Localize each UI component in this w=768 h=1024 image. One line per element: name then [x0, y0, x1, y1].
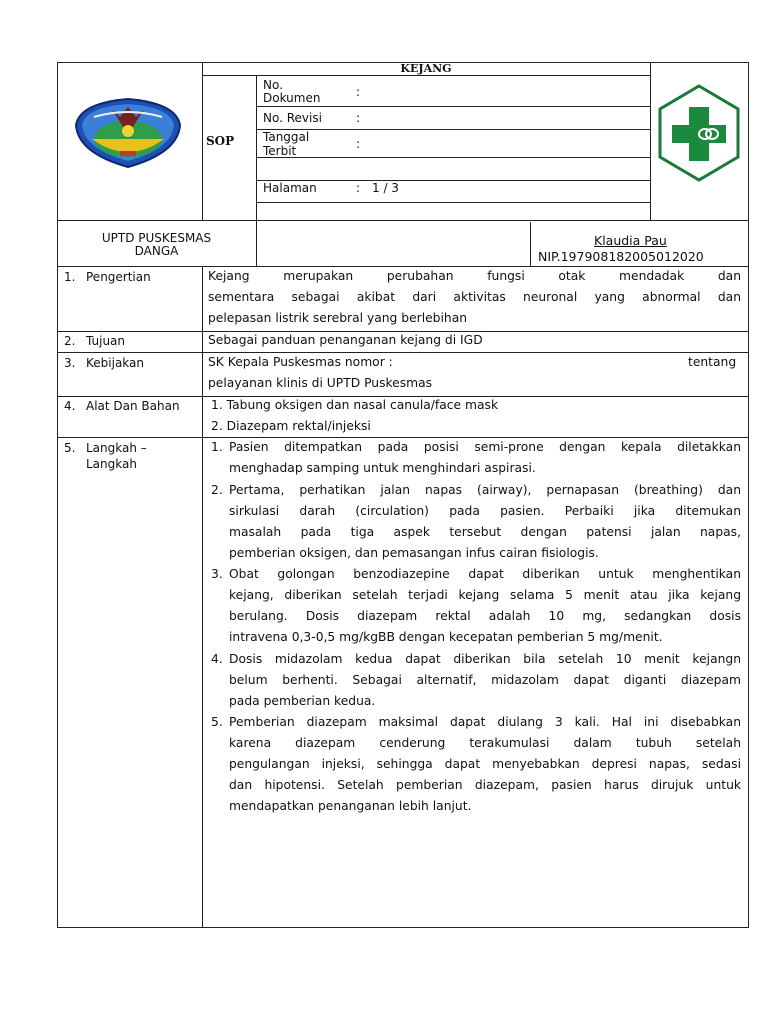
text-line: Halaman — [263, 181, 317, 195]
text-line: Tanggal — [263, 130, 310, 144]
text-line: No. Revisi — [263, 111, 322, 125]
text-line: pada pemberian kedua. — [229, 694, 376, 708]
text-line: masalah pada tiga aspek tersebut dengan patensi jalan napas, — [229, 525, 741, 539]
text-line: 4. — [211, 652, 223, 666]
text-line: berulang. Dosis diazepam rektal adalah 10 mg, sedangkan dosis — [229, 609, 741, 623]
text-line: Alat Dan Bahan — [86, 399, 180, 413]
text-line: Pemberian diazepam maksimal dapat diulang 3 kali. Hal ini disebabkan — [229, 715, 741, 729]
text-line: Dokumen — [263, 91, 321, 105]
text-line: sementara sebagai akibat dari aktivitas neuronal yang abnormal dan — [208, 290, 741, 304]
text-line: pelepasan listrik serebral yang berlebihan — [208, 311, 468, 325]
list-item: 2. Diazepam rektal/injeksi — [211, 419, 371, 433]
text-line: 5. — [211, 715, 223, 729]
text-line: 3. — [211, 567, 223, 581]
text-line: No. — [263, 78, 283, 92]
text-line: DANGA — [134, 244, 179, 258]
text-line: pemberian oksigen, dan pemasangan infus cairan fisiologis. — [229, 546, 599, 560]
signatory-name: Klaudia Pau — [594, 233, 667, 248]
text-line: Terbit — [263, 144, 297, 158]
document-title: KEJANG — [400, 62, 452, 75]
regency-crest-icon — [72, 95, 184, 171]
signatory-nip: NIP.197908182005012020 — [538, 249, 704, 264]
text-line: 3. — [64, 356, 76, 370]
text-line: SK Kepala Puskesmas nomor : — [208, 355, 393, 369]
text-line: 1. — [211, 440, 223, 454]
text-line: intravena 0,3-0,5 mg/kgBB dengan kecepatan pemberian 5 mg/menit. — [229, 630, 663, 644]
text-line: pengulangan injeksi, sehingga dapat menyebabkan depresi napas, sedasi — [229, 757, 741, 771]
text-line: Pengertian — [86, 270, 151, 284]
text-line: 2. — [64, 334, 76, 348]
text-line: Sebagai panduan penanganan kejang di IGD — [208, 333, 483, 347]
text-line: Langkah — [86, 457, 137, 471]
text-line: 1 / 3 — [372, 181, 399, 195]
text-line: UPTD PUSKESMAS — [101, 231, 212, 245]
text-line: belum berhenti. Sebagai alternatif, midazolam dapat diganti diazepam — [229, 673, 741, 687]
text-line: karena diazepam cenderung terakumulasi dalam tubuh setelah — [229, 736, 741, 750]
text-line: Obat golongan benzodiazepine dapat diberikan untuk menghentikan — [229, 567, 741, 581]
text-line: 5. — [64, 441, 76, 455]
text-line: tentang — [688, 355, 737, 369]
text-line: Tujuan — [86, 334, 126, 348]
text-line: Dosis midazolam kedua dapat diberikan bila setelah 10 menit kejangn — [229, 652, 741, 666]
text-line: sirkulasi darah (circulation) pada pasien. Perbaiki jika ditemukan — [229, 504, 741, 518]
text-line: 1. — [64, 270, 76, 284]
text-line: dan hipotensi. Setelah pemberian diazepam, pasien harus dirujuk untuk — [229, 778, 741, 792]
text-line: : — [356, 85, 361, 99]
text-line: Kejang merupakan perubahan fungsi otak mendadak dan — [208, 269, 741, 283]
text-line: mendapatkan penanganan lebih lanjut. — [229, 799, 472, 813]
text-line: pelayanan klinis di UPTD Puskesmas — [208, 376, 433, 390]
sop-label: SOP — [206, 134, 235, 148]
text-line: Kebijakan — [86, 356, 144, 370]
list-item: 1. Tabung oksigen dan nasal canula/face mask — [211, 398, 499, 412]
puskesmas-cross-icon — [656, 83, 742, 183]
text-line: : — [356, 181, 361, 195]
text-line: 2. — [211, 483, 223, 497]
text-line: Langkah – — [86, 441, 147, 455]
text-line: 4. — [64, 399, 76, 413]
text-line: Pasien ditempatkan pada posisi semi-prone dengan kepala diletakkan — [229, 440, 741, 454]
text-line: : — [356, 111, 361, 125]
text-line: menghadap samping untuk menghindari aspirasi. — [229, 461, 536, 475]
text-line: Pertama, perhatikan jalan napas (airway), pernapasan (breathing) dan — [229, 483, 741, 497]
text-line: kejang, diberikan setelah terjadi kejang selama 5 menit atau jika kejang — [229, 588, 741, 602]
text-line: : — [356, 137, 361, 151]
